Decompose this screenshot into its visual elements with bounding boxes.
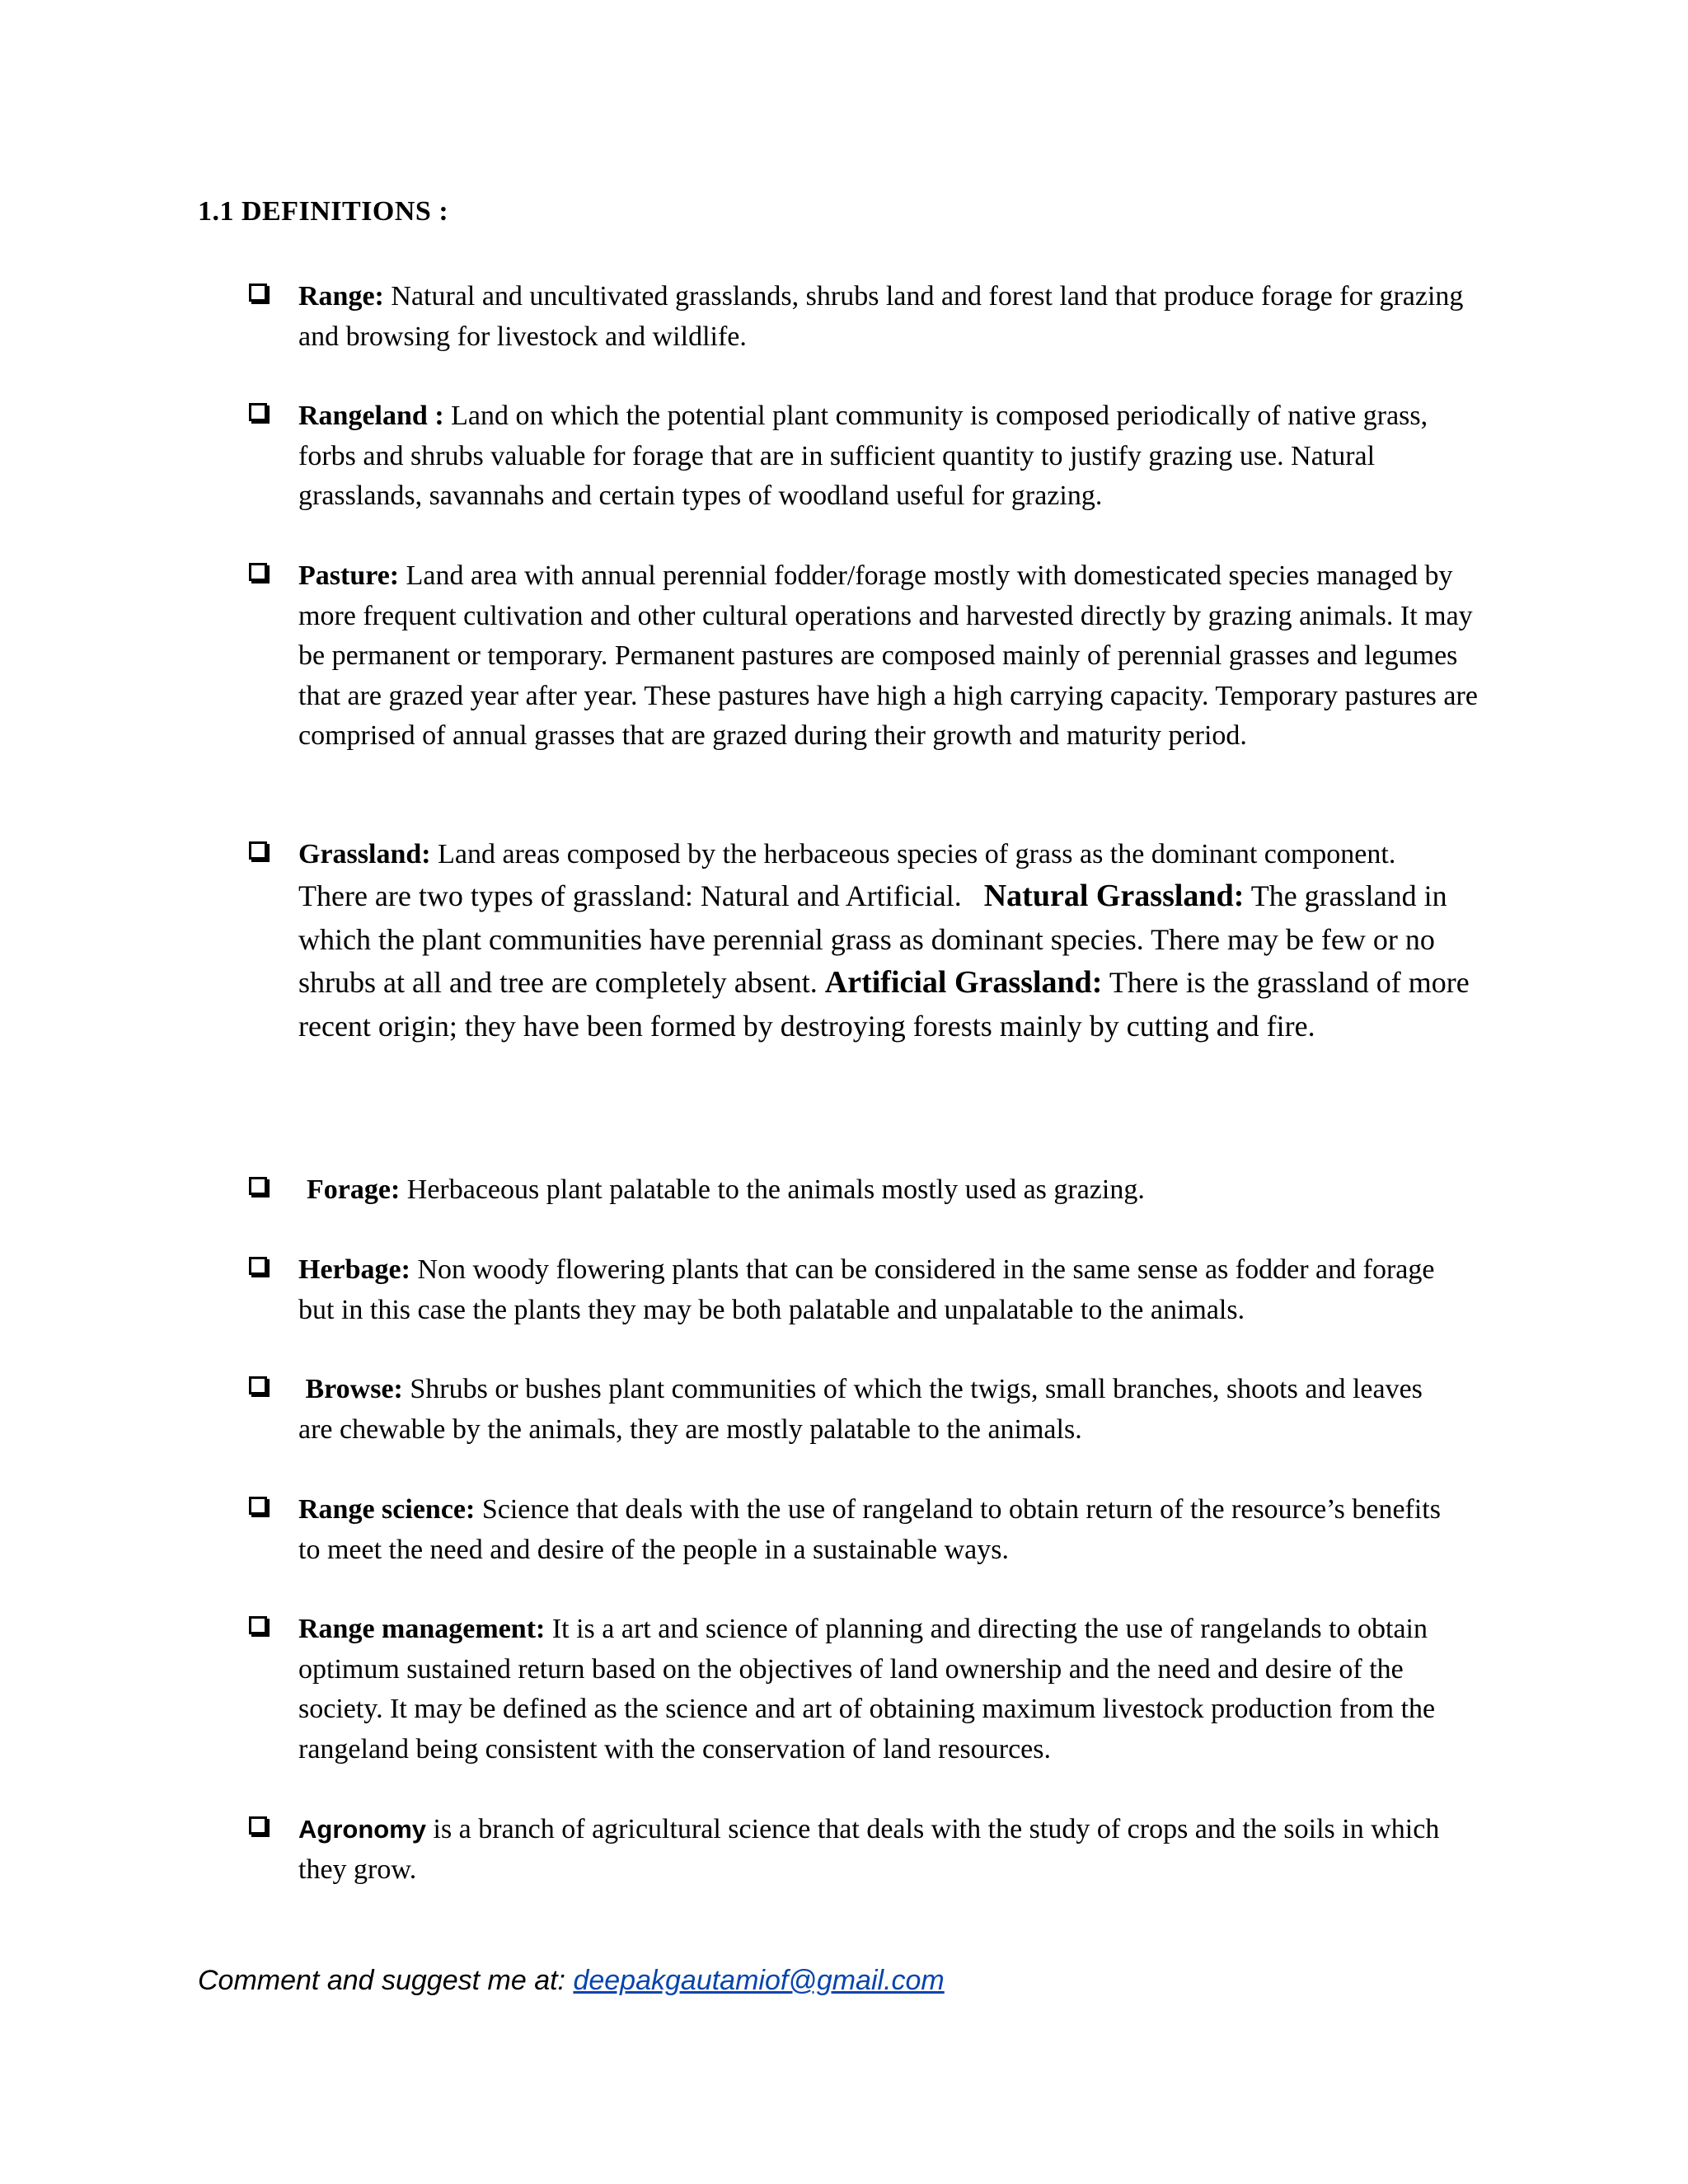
footer-label: Comment and suggest me at: [198, 1965, 574, 1996]
definition-text [298, 396, 1469, 517]
definition-text [298, 556, 1485, 757]
definition-term: Range science: [298, 1494, 476, 1525]
section-heading: 1.1 DEFINITIONS : [198, 196, 449, 227]
definition-subterm: Artificial Grassland: [824, 965, 1103, 1000]
definition-body: There is the grassland of more recent origin; they have been formed by destroying forests mainly by cutting and fire. [298, 966, 1470, 1043]
footer-email-link[interactable]: deepakgautamiof@gmail.com [573, 1965, 945, 1996]
checkbox-bullet-icon [249, 284, 267, 302]
definition-term: Grassland: [298, 839, 431, 869]
checkbox-bullet-icon [249, 563, 267, 581]
definition-term: Forage: [307, 1174, 401, 1205]
checkbox-bullet-icon [249, 1616, 267, 1634]
definition-text-continued [298, 874, 1485, 1047]
definition-body: It is a art and science of planning and directing the use of rangelands to obtain optimum sustained return based on the objectives of land ownership and the need and desire of the society. It may be defined as the science and art of obtaining maximum livestock production from the rangeland being consistent with the conservation of land resources. [298, 1614, 1436, 1765]
definition-body: is a branch of agricultural science that deals with the study of crops and the soils in which they grow. [298, 1814, 1440, 1885]
definition-text [298, 1370, 1452, 1450]
checkbox-bullet-icon [249, 1497, 267, 1515]
definition-text [298, 1610, 1469, 1769]
definition-body: Science that deals with the use of rangeland to obtain return of the resource’s benefits to meet the need and desire of the people in a sustainable ways. [298, 1494, 1441, 1565]
definition-text [298, 277, 1485, 357]
definition-term: Rangeland : [298, 401, 444, 431]
definition-body: Herbaceous plant palatable to the animals mostly used as grazing. [400, 1174, 1145, 1205]
definition-term: Agronomy [298, 1815, 426, 1844]
definition-term: Range: [298, 281, 384, 312]
definition-term: Browse: [305, 1374, 403, 1404]
definition-body: There are two types of grassland: Natural and Artificial. [298, 879, 962, 912]
checkbox-bullet-icon [249, 1816, 267, 1835]
definition-body: The grassland in which the plant communities have perennial grass as dominant species. There may be few or no shrubs at all and tree are completely absent. [298, 879, 1447, 999]
checkbox-bullet-icon [249, 841, 267, 860]
definition-text [298, 1490, 1469, 1570]
definition-text [307, 1170, 1493, 1211]
definition-text [298, 1250, 1469, 1330]
definition-term: Herbage: [298, 1254, 410, 1285]
checkbox-bullet-icon [249, 1177, 267, 1195]
checkbox-bullet-icon [249, 1376, 267, 1394]
checkbox-bullet-icon [249, 403, 267, 421]
definition-text [298, 835, 1518, 875]
definition-body: Non woody flowering plants that can be considered in the same sense as fodder and forage but in this case the plants they may be both palatable and unpalatable to the animals. [298, 1254, 1435, 1325]
definition-body: Land on which the potential plant community is composed periodically of native grass, forbs and shrubs valuable for forage that are in sufficient quantity to justify grazing use. Natural grasslands, savannahs and certain types of woodland useful for grazing. [298, 401, 1428, 511]
definition-body: Natural and uncultivated grasslands, shrubs land and forest land that produce forage for grazing and browsing for livestock and wildlife. [298, 281, 1464, 352]
definition-text [298, 1810, 1469, 1890]
definition-term: Range management: [298, 1614, 546, 1644]
definition-body: Land areas composed by the herbaceous species of grass as the dominant component. [430, 839, 1396, 869]
definition-body: Land area with annual perennial fodder/forage mostly with domesticated species managed by more frequent cultivation and other cultural operations and harvested directly by grazing animals. It may be permanent or temporary. Permanent pastures are composed mainly of perennial grasses and legumes that are grazed year after year. These pastures have high a high carrying capacity. Temporary pastures are comprised of annual grasses that are grazed during their growth and maturity period. [298, 560, 1478, 751]
definition-body: Shrubs or bushes plant communities of which the twigs, small branches, shoots and leaves are chewable by the animals, they are mostly palatable to the animals. [298, 1374, 1423, 1445]
footer-note [198, 1965, 945, 1997]
definition-term: Pasture: [298, 560, 400, 591]
checkbox-bullet-icon [249, 1257, 267, 1275]
definition-subterm: Natural Grassland: [983, 879, 1245, 913]
